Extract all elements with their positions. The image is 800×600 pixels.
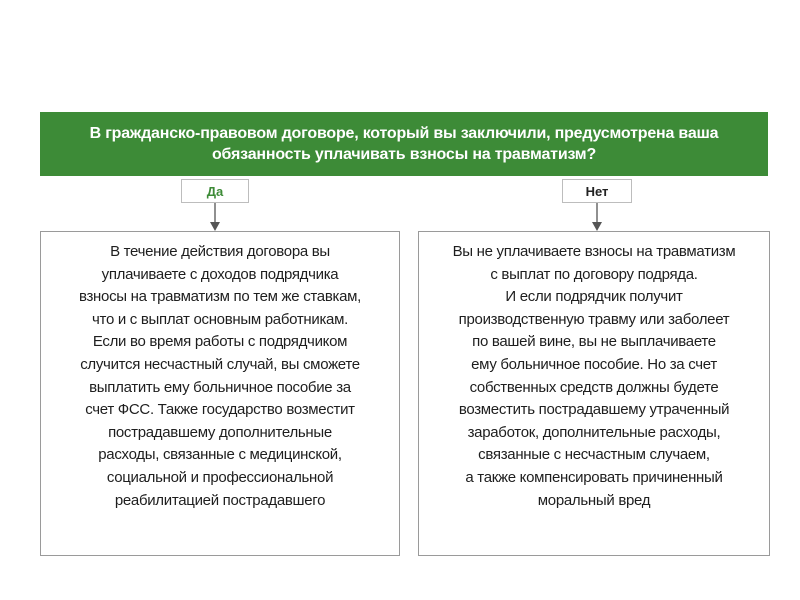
no-text-line: И если подрядчик получит: [505, 288, 683, 306]
no-text-line: с выплат по договору подряда.: [490, 265, 698, 283]
yes-text-line: расходы, связанные с медицинской,: [98, 446, 342, 464]
no-text-line: а также компенсировать причиненный: [465, 468, 723, 486]
question-text: [90, 123, 719, 165]
no-text-line: ему больничное пособие. Но за счет: [471, 355, 717, 373]
yes-text-line: реабилитацией пострадавшего: [114, 491, 326, 509]
no-text-line: связанные с несчастным случаем,: [478, 446, 710, 464]
no-text-line: возместить пострадавшему утраченный: [458, 401, 730, 419]
no-text-line: собственных средств должны будете: [469, 378, 719, 396]
no-answer-box: [418, 231, 770, 556]
no-text-line: производственную травму или заболеет: [458, 310, 730, 328]
question-line-2: обязанность уплачивать взносы на травматизм?: [211, 146, 597, 163]
question-header: [40, 112, 768, 176]
no-branch-label: Нет: [562, 179, 632, 203]
yes-text-line: Если во время работы с подрядчиком: [92, 333, 348, 351]
yes-text-line: взносы на травматизм по тем же ставкам,: [78, 288, 362, 306]
yes-text-line: что и с выплат основным работникам.: [92, 310, 348, 328]
yes-text-line: выплатить ему больничное пособие за: [89, 378, 351, 396]
question-line-1: В гражданско-правовом договоре, который вы заключили, предусмотрена ваша: [89, 125, 719, 142]
yes-text-line: социальной и профессиональной: [106, 468, 334, 486]
yes-text-line: счет ФСС. Также государство возместит: [85, 401, 355, 419]
no-text-line: моральный вред: [537, 491, 651, 509]
yes-answer-box: [40, 231, 400, 556]
no-text-line: по вашей вине, вы не выплачиваете: [472, 333, 716, 351]
yes-text-line: В течение действия договора вы: [110, 243, 330, 260]
no-text-line: Вы не уплачиваете взносы на травматизм: [452, 243, 736, 260]
yes-text-line: пострадавшему дополнительные: [108, 423, 332, 441]
no-arrow-icon: [590, 203, 604, 233]
no-text-line: заработок, дополнительные расходы,: [467, 423, 721, 441]
yes-arrow-icon: [208, 203, 222, 233]
yes-text-line: случится несчастный случай, вы сможете: [80, 355, 360, 373]
yes-branch-label: Да: [181, 179, 249, 203]
yes-text-line: уплачиваете с доходов подрядчика: [101, 265, 339, 283]
